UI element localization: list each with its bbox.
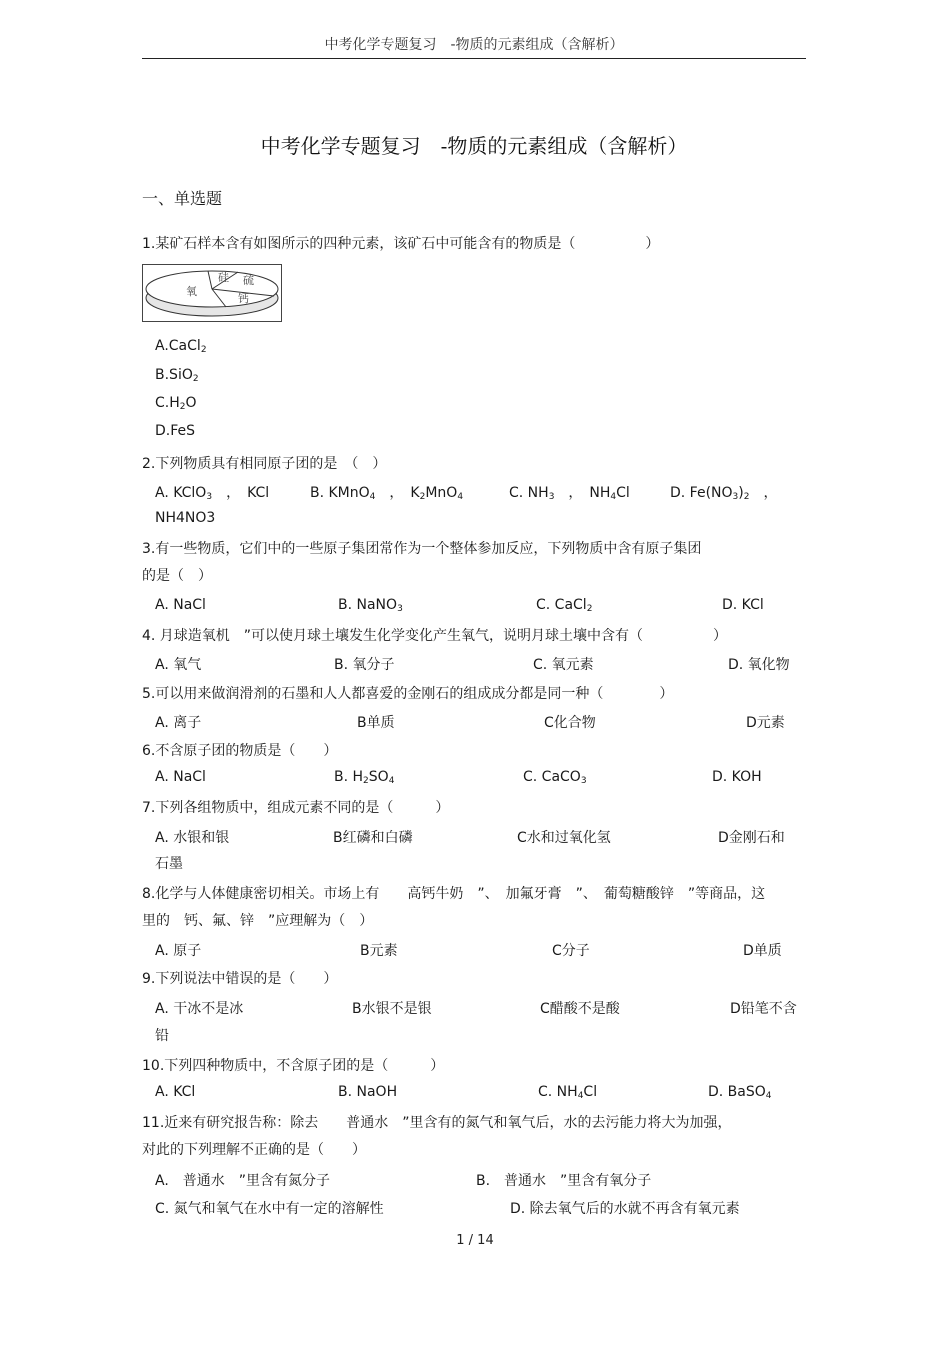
q11-option-b[interactable]: B. 普通水 ”里含有氧分子 [476, 1173, 652, 1189]
q5-option-d[interactable]: D元素 [746, 715, 785, 731]
question-10: 10.下列四种物质中，不含原子团的是（ ） [142, 1058, 445, 1074]
q5-option-c[interactable]: C化合物 [544, 715, 596, 731]
q4-option-d[interactable]: D. 氧化物 [728, 657, 790, 673]
q9-option-c[interactable]: C醋酸不是酸 [540, 1001, 620, 1017]
q2-option-c[interactable]: C. $NH_3$ ， $NH_4Cl$ [509, 485, 630, 502]
q9-option-b[interactable]: B水银不是银 [352, 1001, 432, 1017]
q1-option-a[interactable]: A.CaCl$_2$ [155, 338, 207, 355]
page-number: 1 / 14 [456, 1233, 494, 1248]
question-11-line-1: 11.近来有研究报告称：除去 普通水 ”里含有的氮气和氧气后，水的去污能力将大为加强， [142, 1115, 732, 1131]
question-5: 5.可以用来做润滑剂的石墨和人人都喜爱的金刚石的组成成分都是同一种（ ） [142, 686, 674, 702]
q11-option-a[interactable]: A. 普通水 ”里含有氮分子 [155, 1173, 331, 1189]
q4-option-c[interactable]: C. 氧元素 [533, 657, 594, 673]
q2-option-d[interactable]: D. $Fe(NO_3)_2$ ， [670, 485, 778, 502]
q6-option-a[interactable]: A. NaCl [155, 769, 206, 785]
q10-option-c[interactable]: C. $NH_4Cl$ [538, 1084, 598, 1101]
question-8-line-2: 里的 钙、氟、锌 ”应理解为（ ） [142, 913, 374, 929]
pie-label-oxygen: 氧 [186, 285, 197, 298]
pie-label-calcium: 钙 [238, 292, 249, 305]
question-2: 2.下列物质具有相同原子团的是 （ ） [142, 456, 387, 472]
q2-option-b[interactable]: B. KMnO$_4$ ， $K_2MnO_4$ [310, 485, 464, 502]
pie-label-sulfur: 硫 [243, 274, 254, 287]
q8-option-a[interactable]: A. 原子 [155, 943, 202, 959]
question-8-line-1: 8.化学与人体健康密切相关。市场上有 高钙牛奶 ”、 加氟牙膏 ”、 葡萄糖酸锌 ”等商品，这 [142, 886, 766, 902]
q10-option-d[interactable]: D. BaSO$_4$ [708, 1084, 772, 1101]
q3-option-b[interactable]: B. NaNO$_3$ [338, 597, 403, 614]
q3-option-a[interactable]: A. NaCl [155, 597, 206, 613]
q4-option-a[interactable]: A. 氧气 [155, 657, 202, 673]
q1-option-c[interactable]: $C.H_2O$ [155, 395, 197, 412]
question-4: 4. 月球造氧机 ”可以使月球土壤发生化学变化产生氧气，说明月球土壤中含有（ ） [142, 628, 728, 644]
q11-option-d[interactable]: D. 除去氧气后的水就不再含有氧元素 [510, 1201, 740, 1217]
page-header: 中考化学专题复习 -物质的元素组成（含解析） [324, 37, 624, 53]
q5-option-b[interactable]: B单质 [357, 715, 395, 731]
element-pie-chart [142, 264, 282, 322]
q3-option-c[interactable]: C. CaCl$_2$ [536, 597, 593, 614]
section-heading: 一、单选题 [142, 189, 223, 208]
question-6: 6.不含原子团的物质是（ ） [142, 743, 338, 759]
pie-label-silicon: 硅 [218, 271, 229, 284]
q6-option-c[interactable]: C. CaCO$_3$ [523, 769, 587, 786]
q6-option-d[interactable]: D. KOH [712, 769, 762, 785]
q7-option-a[interactable]: A. 水银和银 [155, 830, 230, 846]
q4-option-b[interactable]: B. 氧分子 [334, 657, 395, 673]
question-3-line-1: 3.有一些物质，它们中的一些原子集团常作为一个整体参加反应，下列物质中含有原子集团 [142, 541, 702, 557]
q8-option-b[interactable]: B元素 [360, 943, 398, 959]
document-title: 中考化学专题复习 -物质的元素组成（含解析） [260, 134, 688, 158]
question-7: 7.下列各组物质中，组成元素不同的是（ ） [142, 800, 450, 816]
q2-option-a[interactable]: A. KClO$_3$ ， KCl [155, 485, 270, 502]
q3-option-d[interactable]: D. KCl [722, 597, 764, 613]
q8-option-d[interactable]: D单质 [743, 943, 782, 959]
q9-option-a[interactable]: A. 干冰不是冰 [155, 1001, 244, 1017]
q10-option-b[interactable]: B. NaOH [338, 1084, 398, 1100]
q7-option-c[interactable]: C水和过氧化氢 [517, 830, 611, 846]
q5-option-a[interactable]: A. 离子 [155, 715, 202, 731]
q7-option-d[interactable]: D金刚石和 [718, 830, 785, 846]
q2-option-d-continued: NH4NO3 [155, 510, 216, 526]
q7-option-b[interactable]: B红磷和白磷 [333, 830, 413, 846]
q1-option-d[interactable]: D.FeS [155, 423, 196, 439]
q11-option-c[interactable]: C. 氮气和氧气在水中有一定的溶解性 [155, 1201, 384, 1217]
question-11-line-2: 对此的下列理解不正确的是（ ） [142, 1142, 366, 1158]
q1-option-b[interactable]: B.SiO$_2$ [155, 367, 199, 384]
q10-option-a[interactable]: A. KCl [155, 1084, 196, 1100]
question-9: 9.下列说法中错误的是（ ） [142, 971, 338, 987]
q8-option-c[interactable]: C分子 [552, 943, 590, 959]
header-divider [142, 58, 806, 59]
q9-option-d[interactable]: D铅笔不含 [730, 1001, 797, 1017]
question-1: 1.某矿石样本含有如图所示的四种元素，该矿石中可能含有的物质是（ ） [142, 236, 660, 252]
q9-option-d-continued: 铅 [155, 1028, 169, 1044]
question-3-line-2: 的是（ ） [142, 568, 212, 584]
q7-option-d-continued: 石墨 [155, 856, 183, 872]
q6-option-b[interactable]: B. $H_2SO_4$ [334, 769, 395, 786]
